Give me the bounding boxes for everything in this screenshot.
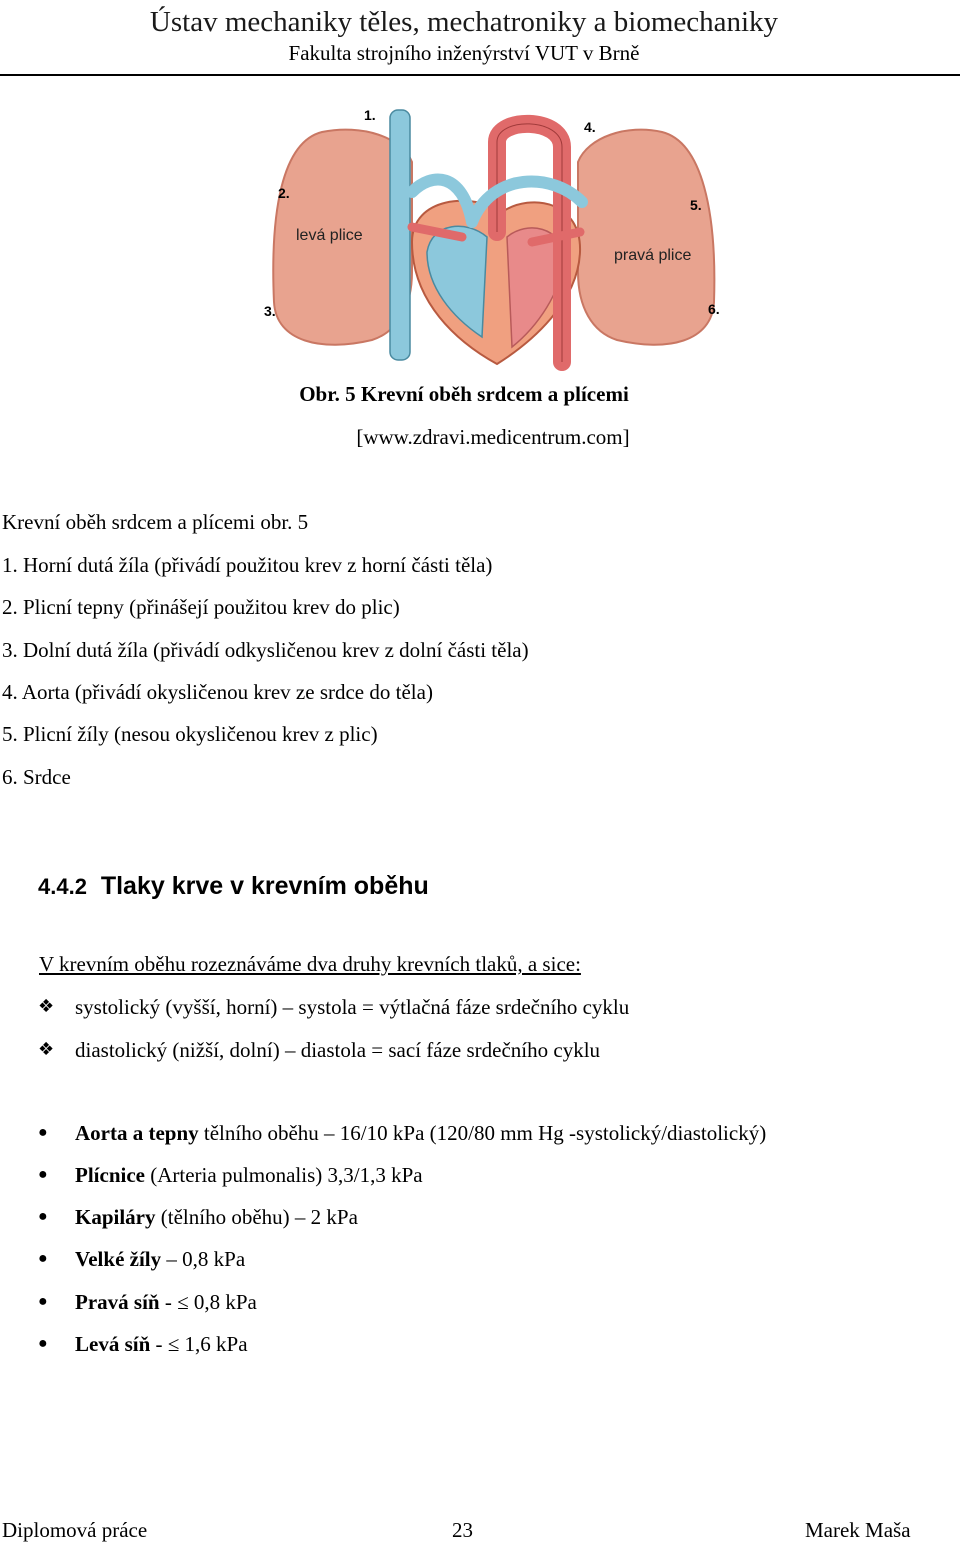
pressure-item [75,1205,358,1230]
diamond-bullet-icon: ❖ [38,996,55,1017]
header-divider [0,74,960,76]
footer-author: Marek Maša [805,1518,911,1542]
pressure-name: Velké žíly [75,1247,162,1271]
pressure-name: Pravá síň [75,1290,160,1314]
pressure-value: (Arteria pulmonalis) 3,3/1,3 kPa [144,1163,423,1187]
pressure-item [75,1332,248,1357]
label-3: 3. [264,303,276,319]
pressure-value: – 0,8 kPa [161,1247,246,1271]
figure-caption: Obr. 5 Krevní oběh srdcem a plícemi [299,382,629,406]
pressure-value: - ≤ 1,6 kPa [150,1332,248,1356]
bullet-icon: ● [38,1293,48,1310]
faculty-subtitle: Fakulta strojního inženýrství VUT v Brně [288,41,640,65]
page-number: 23 [452,1518,473,1542]
bullet-icon: ● [38,1208,48,1225]
bullet-icon: ● [38,1250,48,1267]
section-title: Tlaky krve v krevním oběhu [100,872,429,900]
pressure-value: tělního oběhu – 16/10 kPa (120/80 mm Hg -systolický/diastolický) [198,1121,767,1145]
bullet-icon: ● [38,1124,48,1141]
diamond-bullet-icon: ❖ [38,1039,55,1060]
section-heading [38,872,429,901]
section-number: 4.4.2 [38,874,87,899]
pressure-name: Levá síň [75,1332,151,1356]
vena-cava-shape [390,110,410,360]
pressure-item [75,1121,766,1146]
legend-item: 1. Horní dutá žíla (přivádí použitou krev z horní části těla) [2,553,493,577]
right-lung-shape [578,130,714,345]
pressure-item [75,1163,423,1188]
section-intro: V krevním oběhu rozeznáváme dva druhy krevních tlaků, a sice: [39,952,581,976]
pressure-name: Aorta a tepny [75,1121,199,1145]
pressure-item [75,1247,245,1272]
label-5: 5. [690,197,702,213]
label-2: 2. [278,185,290,201]
legend-item: 3. Dolní dutá žíla (přivádí odkysličenou krev z dolní části těla) [2,638,529,662]
label-4: 4. [584,119,596,135]
legend-title: Krevní oběh srdcem a plícemi obr. 5 [2,510,309,534]
pressure-name: Kapiláry [75,1205,156,1229]
legend-item: 6. Srdce [2,765,71,789]
left-lung-label: levá plice [296,227,363,244]
bullet-icon: ● [38,1166,48,1183]
figure-source: [www.zdravi.medicentrum.com] [356,425,630,449]
label-1: 1. [364,107,376,123]
pressure-name: Plícnice [75,1163,145,1187]
label-6: 6. [708,301,720,317]
institute-title: Ústav mechaniky těles, mechatroniky a biomechaniky [149,6,779,38]
pressure-type: systolický (vyšší, horní) – systola = výtlačná fáze srdečního cyklu [75,995,630,1019]
legend-item: 4. Aorta (přivádí okysličenou krev ze srdce do těla) [2,680,433,704]
heart-lungs-illustration [262,102,722,372]
right-lung-label: pravá plice [614,247,692,264]
legend-item: 2. Plicní tepny (přinášejí použitou krev do plic) [2,595,400,619]
legend-item: 5. Plicní žíly (nesou okysličenou krev z plic) [2,722,378,746]
footer-thesis-label: Diplomová práce [2,1518,148,1542]
pressure-value: - ≤ 0,8 kPa [159,1290,257,1314]
pressure-type: diastolický (nižší, dolní) – diastola = sací fáze srdečního cyklu [75,1038,601,1062]
bullet-icon: ● [38,1335,48,1352]
pressure-value: (tělního oběhu) – 2 kPa [155,1205,358,1229]
pressure-item [75,1290,257,1315]
